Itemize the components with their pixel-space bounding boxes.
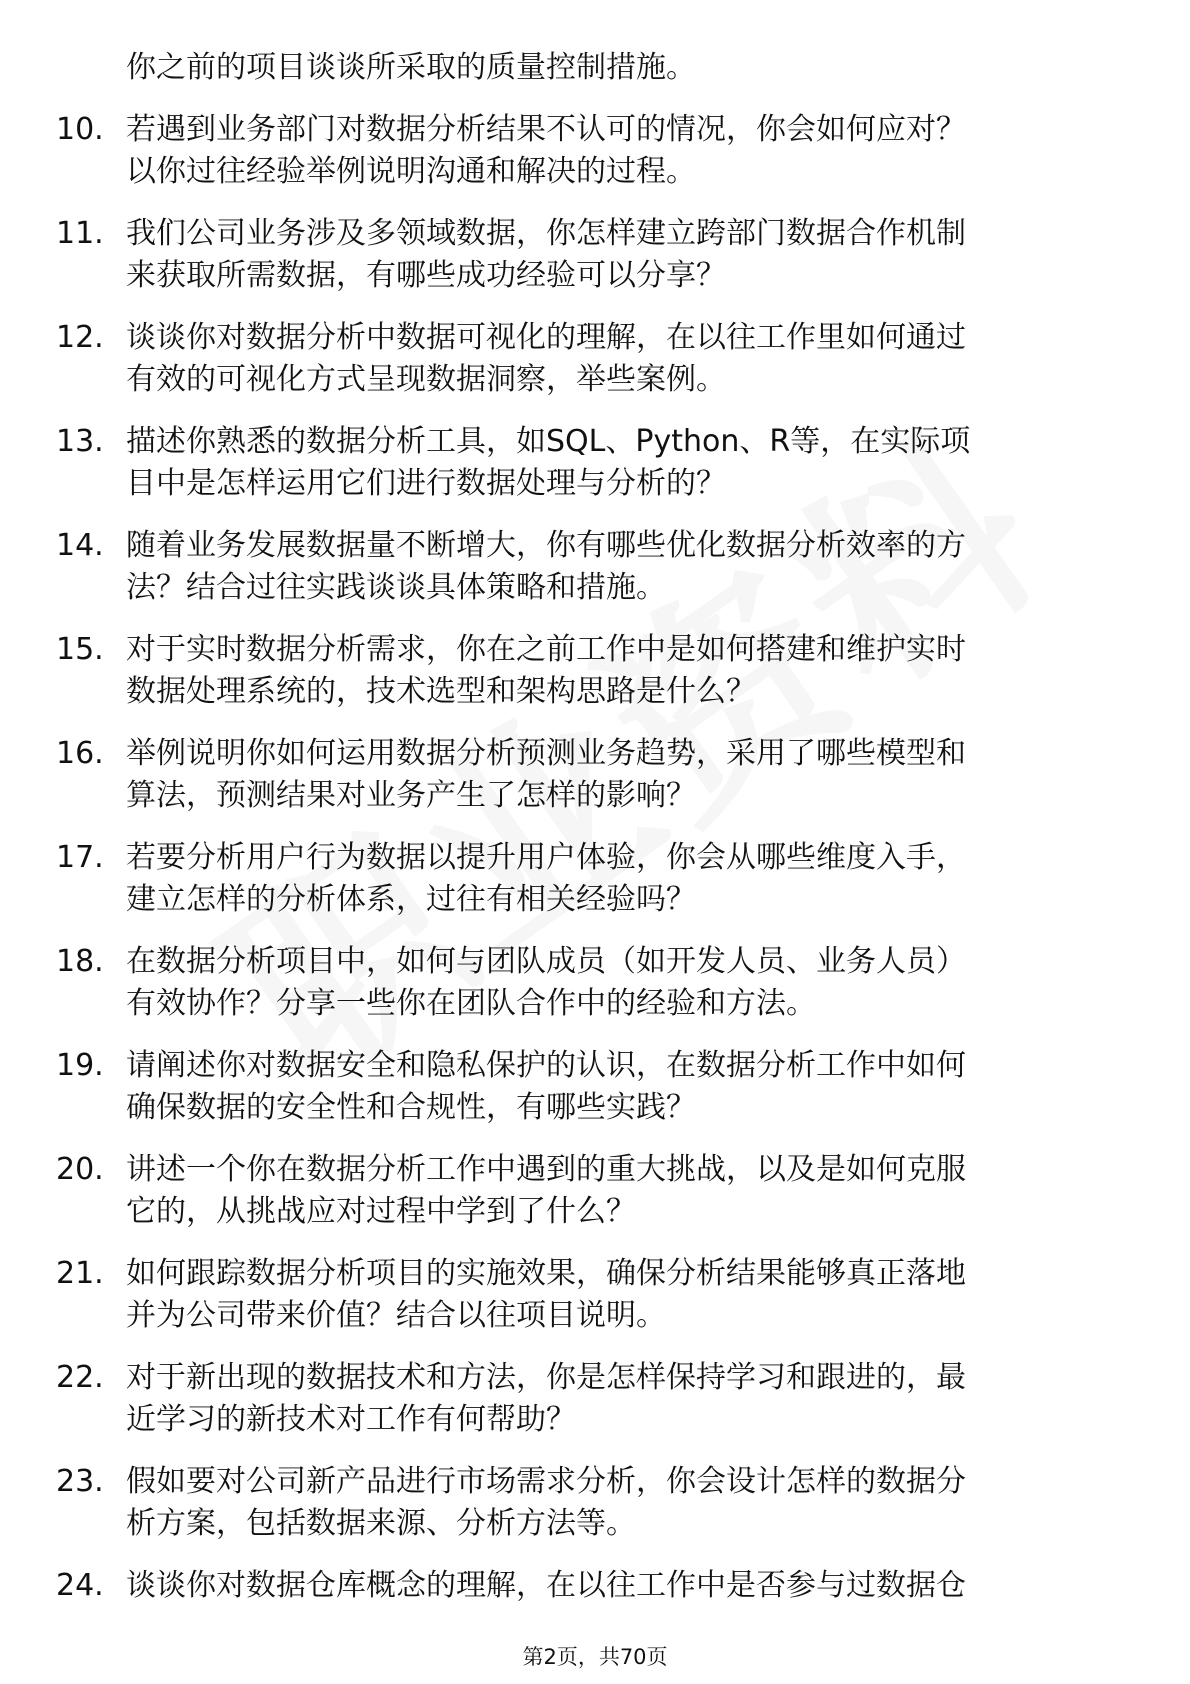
question-line: 对于实时数据分析需求，你在之前工作中是如何搭建和维护实时 xyxy=(126,632,966,667)
question-number: 14. xyxy=(56,528,104,563)
question-line: 来获取所需数据，有哪些成功经验可以分享？ xyxy=(126,258,726,293)
question-line: 它的，从挑战应对过程中学到了什么？ xyxy=(126,1194,636,1229)
question-line: 近学习的新技术对工作有何帮助？ xyxy=(126,1402,576,1437)
question-number: 11. xyxy=(56,216,104,251)
question-line: 析方案，包括数据来源、分析方法等。 xyxy=(126,1506,636,1541)
question-line: 确保数据的安全性和合规性，有哪些实践？ xyxy=(126,1090,696,1125)
question-line: 谈谈你对数据分析中数据可视化的理解，在以往工作里如何通过 xyxy=(126,320,966,355)
question-number: 15. xyxy=(56,632,104,667)
question-line: 建立怎样的分析体系，过往有相关经验吗？ xyxy=(126,882,696,917)
question-line: 讲述一个你在数据分析工作中遇到的重大挑战，以及是如何克服 xyxy=(126,1152,966,1187)
page-footer: 第2页，共70页 xyxy=(522,1645,668,1669)
question-number: 20. xyxy=(56,1152,104,1187)
intro-line: 你之前的项目谈谈所采取的质量控制措施。 xyxy=(126,50,696,85)
question-line: 算法，预测结果对业务产生了怎样的影响？ xyxy=(126,778,696,813)
question-line: 目中是怎样运用它们进行数据处理与分析的？ xyxy=(126,466,726,501)
question-number: 10. xyxy=(56,112,104,147)
question-line: 谈谈你对数据仓库概念的理解，在以往工作中是否参与过数据仓 xyxy=(126,1568,966,1603)
question-line: 有效协作？分享一些你在团队合作中的经验和方法。 xyxy=(126,986,816,1021)
question-number: 18. xyxy=(56,944,104,979)
question-number: 21. xyxy=(56,1256,104,1291)
question-line: 我们公司业务涉及多领域数据，你怎样建立跨部门数据合作机制 xyxy=(126,216,966,251)
question-number: 13. xyxy=(56,424,104,459)
question-line: 举例说明你如何运用数据分析预测业务趋势，采用了哪些模型和 xyxy=(126,736,966,771)
question-line: 以你过往经验举例说明沟通和解决的过程。 xyxy=(126,154,696,189)
question-number: 16. xyxy=(56,736,104,771)
question-line: 有效的可视化方式呈现数据洞察，举些案例。 xyxy=(126,362,726,397)
question-number: 23. xyxy=(56,1464,104,1499)
question-line: 法？结合过往实践谈谈具体策略和措施。 xyxy=(126,570,666,605)
question-number: 24. xyxy=(56,1568,104,1603)
question-line: 在数据分析项目中，如何与团队成员（如开发人员、业务人员） xyxy=(126,944,966,979)
question-line: 对于新出现的数据技术和方法，你是怎样保持学习和跟进的，最 xyxy=(126,1360,966,1395)
question-line: 假如要对公司新产品进行市场需求分析，你会设计怎样的数据分 xyxy=(126,1464,966,1499)
question-line: 随着业务发展数据量不断增大，你有哪些优化数据分析效率的方 xyxy=(126,528,966,563)
question-number: 22. xyxy=(56,1360,104,1395)
question-line: 并为公司带来价值？结合以往项目说明。 xyxy=(126,1298,666,1333)
question-number: 17. xyxy=(56,840,104,875)
question-number: 19. xyxy=(56,1048,104,1083)
question-line: 请阐述你对数据安全和隐私保护的认识，在数据分析工作中如何 xyxy=(126,1048,966,1083)
question-line: 若要分析用户行为数据以提升用户体验，你会从哪些维度入手， xyxy=(126,840,966,875)
question-line: 如何跟踪数据分析项目的实施效果，确保分析结果能够真正落地 xyxy=(126,1256,966,1291)
question-number: 12. xyxy=(56,320,104,355)
question-line: 描述你熟悉的数据分析工具，如SQL、Python、R等，在实际项 xyxy=(126,424,971,459)
question-line: 数据处理系统的，技术选型和架构思路是什么？ xyxy=(126,674,756,709)
question-line: 若遇到业务部门对数据分析结果不认可的情况，你会如何应对？ xyxy=(126,112,966,147)
